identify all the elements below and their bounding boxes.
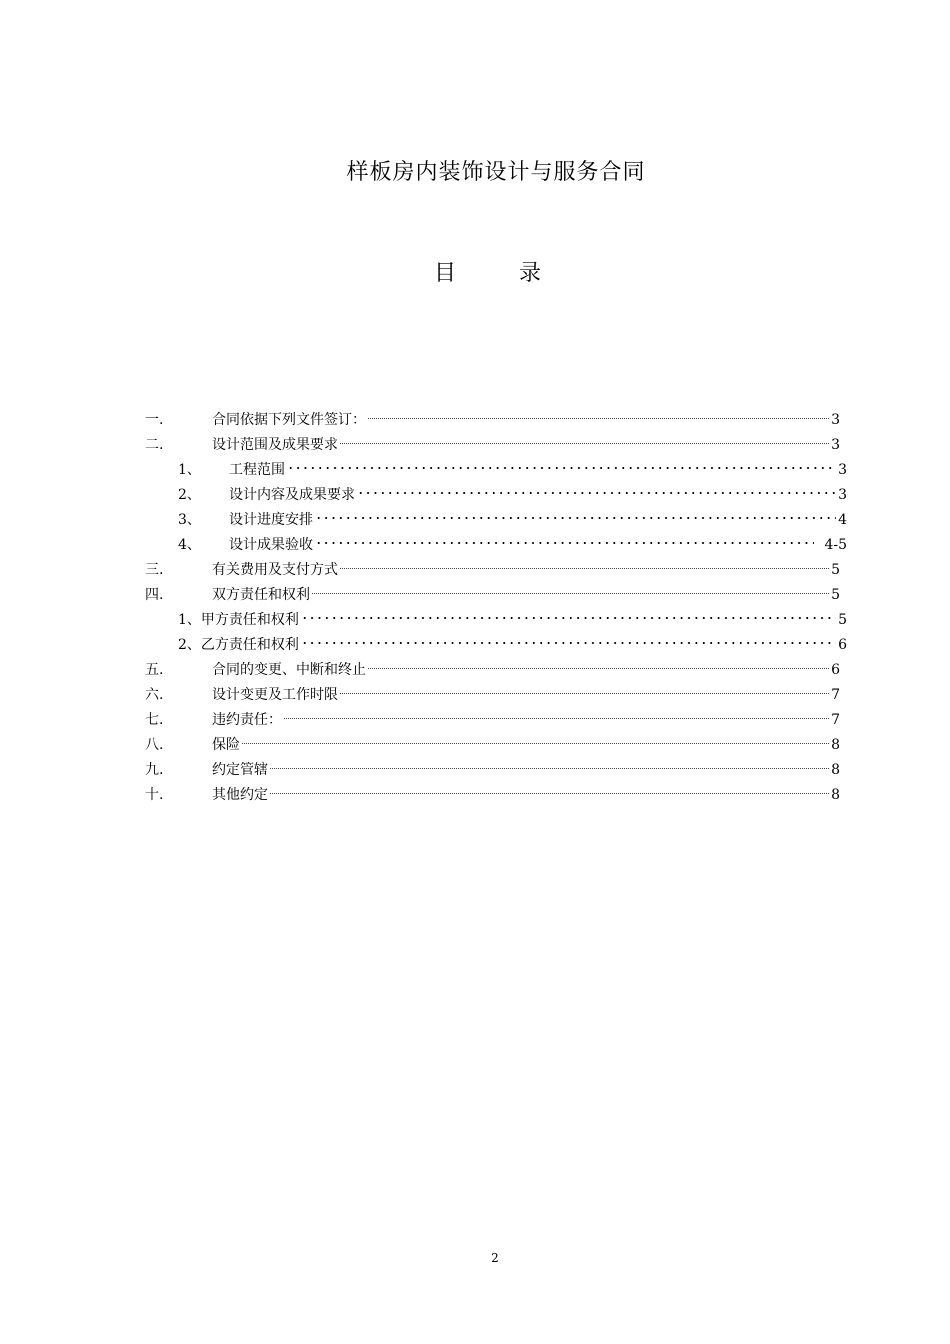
toc-leader — [357, 479, 836, 499]
toc-leader — [242, 729, 829, 749]
toc-entry-title: 保险 — [212, 737, 240, 753]
toc-leader — [287, 454, 836, 474]
toc-entry[interactable] — [145, 704, 840, 728]
toc-entry[interactable] — [178, 479, 847, 503]
toc-entry-title: 设计成果验收 — [229, 537, 313, 553]
toc-entry-title: 设计变更及工作时限 — [212, 687, 338, 703]
toc-entry-page: 8 — [831, 737, 840, 753]
toc-entry[interactable] — [145, 679, 840, 703]
toc-entry-title: 其他约定 — [212, 787, 268, 803]
toc-entry-number: 3、 — [178, 512, 201, 528]
toc-entry-title: 违约责任： — [212, 712, 282, 728]
toc-entry-number: 1、 — [178, 462, 201, 478]
toc-leader — [270, 754, 829, 774]
toc-entry-number: 九. — [145, 762, 164, 778]
toc-entry-number: 三. — [145, 562, 164, 578]
toc-entry-page: 3 — [831, 437, 840, 453]
toc-entry-title: 约定管辖 — [212, 762, 268, 778]
toc-entry-title: 双方责任和权利 — [212, 587, 310, 603]
toc-entry-page: 4 — [838, 512, 847, 528]
toc-entry-number: 2、 — [178, 637, 201, 653]
toc-entry-title: 合同依据下列文件签订： — [212, 412, 366, 428]
toc-entry-page: 8 — [831, 762, 840, 778]
toc-entry[interactable] — [145, 779, 840, 803]
toc-entry-page: 6 — [831, 662, 840, 678]
toc-entry-title: 甲方责任和权利 — [200, 612, 299, 628]
toc-entry-number: 4、 — [178, 537, 201, 553]
toc-leader — [340, 679, 829, 699]
toc-leader — [284, 704, 829, 724]
toc-entry[interactable] — [145, 404, 840, 428]
toc-entry-title: 工程范围 — [229, 462, 285, 478]
toc-entry[interactable] — [145, 429, 840, 453]
toc-entry-number: 七. — [145, 712, 164, 728]
toc-entry-page: 5 — [831, 562, 840, 578]
toc-entry-page: 7 — [831, 712, 840, 728]
toc-entry-number: 二. — [145, 437, 164, 453]
toc-entry-number: 六. — [145, 687, 164, 703]
toc-entry-page: 3 — [831, 412, 840, 428]
toc-entry[interactable] — [178, 529, 847, 553]
toc-entry-page: 5 — [831, 587, 840, 603]
toc-leader — [368, 404, 829, 424]
toc-entry-number: 五. — [145, 662, 164, 678]
toc-leader — [301, 604, 836, 624]
toc-entry-page: 7 — [831, 687, 840, 703]
toc-entry-number: 一. — [145, 412, 164, 428]
toc-leader — [315, 504, 836, 524]
toc-leader — [312, 579, 829, 599]
toc-heading: 目 录 — [434, 261, 569, 286]
toc-entry-title: 设计内容及成果要求 — [229, 487, 355, 503]
document-title: 样板房内装饰设计与服务合同 — [346, 160, 646, 185]
toc-entry[interactable] — [145, 729, 840, 753]
toc-entry-title: 有关费用及支付方式 — [212, 562, 338, 578]
toc-entry[interactable] — [178, 454, 847, 478]
toc-entry-title: 乙方责任和权利 — [200, 637, 299, 653]
toc-entry-number: 1、 — [178, 612, 201, 628]
toc-entry[interactable] — [178, 629, 847, 653]
toc-leader — [301, 629, 836, 649]
toc-leader — [368, 654, 829, 674]
toc-entry-title: 合同的变更、中断和终止 — [212, 662, 366, 678]
toc-entry[interactable] — [145, 754, 840, 778]
toc-entry-page: 3 — [838, 487, 847, 503]
page-number: 2 — [491, 1251, 499, 1265]
toc-entry-page: 6 — [838, 637, 847, 653]
toc-entry-page: 8 — [831, 787, 840, 803]
toc-entry[interactable] — [178, 604, 847, 628]
toc-entry-number: 四. — [145, 587, 164, 603]
toc-leader — [340, 429, 829, 449]
toc-entry-page: 4-5 — [824, 537, 847, 553]
toc-entry-page: 3 — [838, 462, 847, 478]
toc-entry[interactable] — [145, 554, 840, 578]
toc-entry-page: 5 — [838, 612, 847, 628]
toc-entry-number: 八. — [145, 737, 164, 753]
toc-entry[interactable] — [145, 579, 840, 603]
toc-entry-number: 2、 — [178, 487, 201, 503]
toc-entry-number: 十. — [145, 787, 164, 803]
toc-leader — [270, 779, 829, 799]
toc-leader — [340, 554, 829, 574]
toc-entry[interactable] — [178, 504, 847, 528]
toc-entry-title: 设计范围及成果要求 — [212, 437, 338, 453]
toc-entry[interactable] — [145, 654, 840, 678]
toc-leader — [315, 529, 814, 549]
toc-entry-title: 设计进度安排 — [229, 512, 313, 528]
